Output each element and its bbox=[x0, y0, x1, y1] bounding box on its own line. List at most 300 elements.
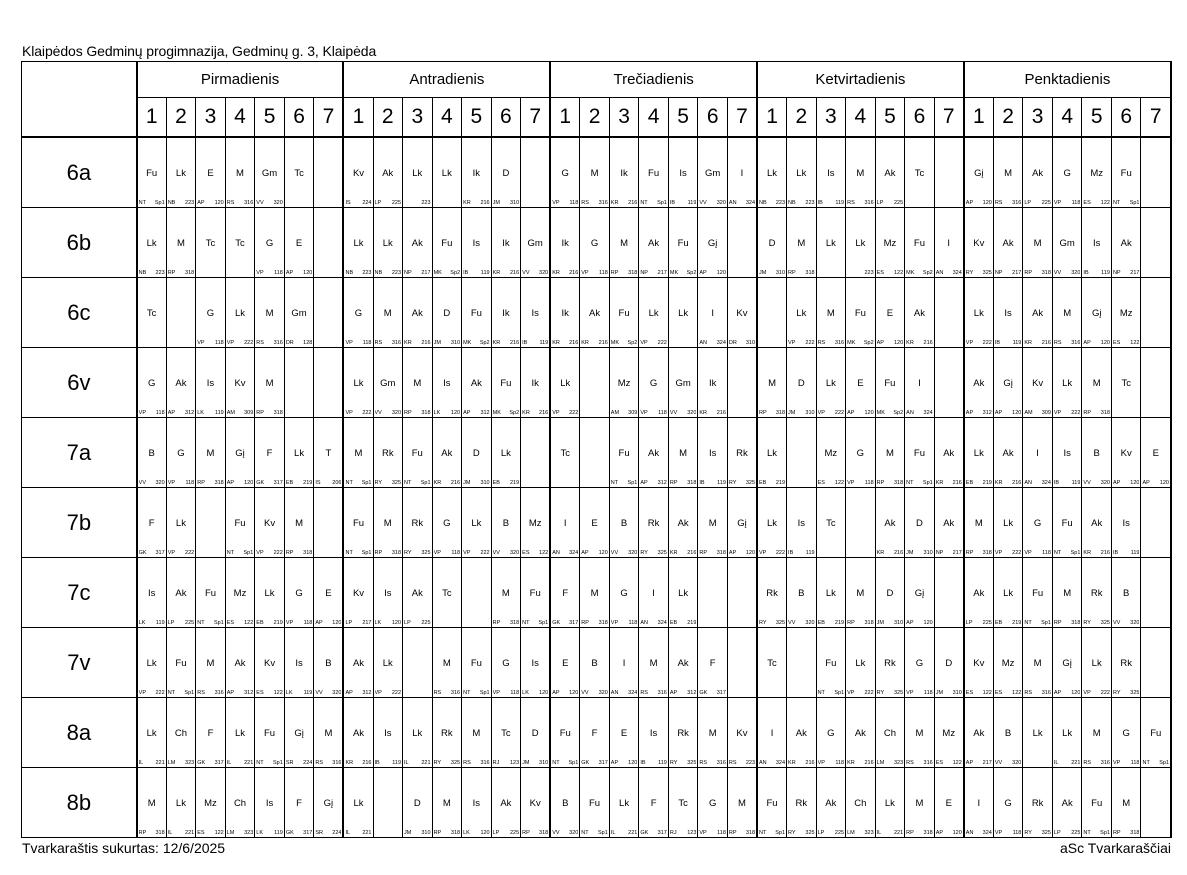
lesson-cell[interactable] bbox=[403, 348, 433, 418]
lesson-cell[interactable] bbox=[255, 418, 285, 488]
lesson-cell[interactable] bbox=[639, 698, 669, 768]
lesson-cell[interactable] bbox=[757, 488, 787, 558]
lesson-cell[interactable] bbox=[964, 488, 994, 558]
lesson-cell[interactable] bbox=[373, 418, 403, 488]
lesson-cell[interactable] bbox=[166, 278, 196, 348]
lesson-cell[interactable] bbox=[1141, 558, 1171, 628]
lesson-cell[interactable] bbox=[343, 418, 373, 488]
lesson-cell[interactable] bbox=[550, 698, 580, 768]
lesson-cell[interactable] bbox=[166, 628, 196, 698]
lesson-cell[interactable] bbox=[757, 628, 787, 698]
lesson-cell[interactable] bbox=[196, 418, 226, 488]
lesson-cell[interactable] bbox=[1111, 628, 1141, 698]
lesson-cell[interactable] bbox=[137, 418, 167, 488]
lesson-cell[interactable] bbox=[166, 208, 196, 278]
lesson-cell[interactable] bbox=[314, 418, 344, 488]
lesson-cell[interactable] bbox=[1111, 488, 1141, 558]
lesson-cell[interactable] bbox=[905, 698, 935, 768]
lesson-cell[interactable] bbox=[787, 558, 817, 628]
lesson-cell[interactable] bbox=[343, 768, 373, 838]
lesson-cell[interactable] bbox=[1082, 348, 1112, 418]
lesson-cell[interactable] bbox=[875, 278, 905, 348]
lesson-cell[interactable] bbox=[609, 137, 639, 208]
lesson-cell[interactable] bbox=[639, 208, 669, 278]
lesson-cell[interactable] bbox=[934, 418, 964, 488]
lesson-cell[interactable] bbox=[225, 278, 255, 348]
lesson-cell[interactable] bbox=[668, 208, 698, 278]
lesson-cell[interactable] bbox=[166, 558, 196, 628]
lesson-cell[interactable] bbox=[905, 137, 935, 208]
lesson-cell[interactable] bbox=[727, 698, 757, 768]
lesson-cell[interactable] bbox=[432, 488, 462, 558]
lesson-cell[interactable] bbox=[934, 698, 964, 768]
lesson-cell[interactable] bbox=[905, 348, 935, 418]
lesson-cell[interactable] bbox=[373, 137, 403, 208]
lesson-cell[interactable] bbox=[1052, 278, 1082, 348]
lesson-cell[interactable] bbox=[757, 137, 787, 208]
lesson-cell[interactable] bbox=[1111, 208, 1141, 278]
lesson-cell[interactable] bbox=[1082, 558, 1112, 628]
lesson-cell[interactable] bbox=[993, 137, 1023, 208]
lesson-cell[interactable] bbox=[432, 418, 462, 488]
lesson-cell[interactable] bbox=[403, 208, 433, 278]
lesson-cell[interactable] bbox=[816, 278, 846, 348]
lesson-cell[interactable] bbox=[462, 278, 492, 348]
lesson-cell[interactable] bbox=[846, 278, 876, 348]
lesson-cell[interactable] bbox=[491, 558, 521, 628]
lesson-cell[interactable] bbox=[875, 208, 905, 278]
lesson-cell[interactable] bbox=[403, 278, 433, 348]
lesson-cell[interactable] bbox=[343, 208, 373, 278]
lesson-cell[interactable] bbox=[668, 137, 698, 208]
lesson-cell[interactable] bbox=[403, 558, 433, 628]
lesson-cell[interactable] bbox=[1023, 137, 1053, 208]
lesson-cell[interactable] bbox=[550, 418, 580, 488]
lesson-cell[interactable] bbox=[491, 278, 521, 348]
lesson-cell[interactable] bbox=[343, 628, 373, 698]
lesson-cell[interactable] bbox=[521, 558, 551, 628]
lesson-cell[interactable] bbox=[550, 208, 580, 278]
lesson-cell[interactable] bbox=[255, 278, 285, 348]
lesson-cell[interactable] bbox=[964, 558, 994, 628]
lesson-cell[interactable] bbox=[1023, 698, 1053, 768]
lesson-cell[interactable] bbox=[343, 698, 373, 768]
lesson-cell[interactable] bbox=[905, 768, 935, 838]
lesson-cell[interactable] bbox=[255, 137, 285, 208]
lesson-cell[interactable] bbox=[166, 488, 196, 558]
lesson-cell[interactable] bbox=[757, 418, 787, 488]
lesson-cell[interactable] bbox=[757, 768, 787, 838]
lesson-cell[interactable] bbox=[225, 488, 255, 558]
lesson-cell[interactable] bbox=[905, 278, 935, 348]
lesson-cell[interactable] bbox=[698, 558, 728, 628]
lesson-cell[interactable] bbox=[255, 488, 285, 558]
lesson-cell[interactable] bbox=[698, 278, 728, 348]
lesson-cell[interactable] bbox=[225, 348, 255, 418]
lesson-cell[interactable] bbox=[727, 278, 757, 348]
lesson-cell[interactable] bbox=[668, 488, 698, 558]
lesson-cell[interactable] bbox=[314, 208, 344, 278]
lesson-cell[interactable] bbox=[491, 628, 521, 698]
lesson-cell[interactable] bbox=[727, 208, 757, 278]
lesson-cell[interactable] bbox=[698, 418, 728, 488]
lesson-cell[interactable] bbox=[1052, 768, 1082, 838]
lesson-cell[interactable] bbox=[255, 628, 285, 698]
lesson-cell[interactable] bbox=[137, 558, 167, 628]
lesson-cell[interactable] bbox=[1082, 698, 1112, 768]
lesson-cell[interactable] bbox=[255, 558, 285, 628]
lesson-cell[interactable] bbox=[846, 768, 876, 838]
lesson-cell[interactable] bbox=[403, 418, 433, 488]
lesson-cell[interactable] bbox=[639, 137, 669, 208]
lesson-cell[interactable] bbox=[373, 698, 403, 768]
lesson-cell[interactable] bbox=[284, 698, 314, 768]
lesson-cell[interactable] bbox=[698, 768, 728, 838]
lesson-cell[interactable] bbox=[875, 137, 905, 208]
lesson-cell[interactable] bbox=[343, 558, 373, 628]
lesson-cell[interactable] bbox=[639, 628, 669, 698]
lesson-cell[interactable] bbox=[403, 137, 433, 208]
lesson-cell[interactable] bbox=[875, 418, 905, 488]
lesson-cell[interactable] bbox=[816, 558, 846, 628]
lesson-cell[interactable] bbox=[225, 698, 255, 768]
lesson-cell[interactable] bbox=[993, 278, 1023, 348]
lesson-cell[interactable] bbox=[373, 348, 403, 418]
lesson-cell[interactable] bbox=[905, 418, 935, 488]
lesson-cell[interactable] bbox=[609, 278, 639, 348]
lesson-cell[interactable] bbox=[727, 558, 757, 628]
lesson-cell[interactable] bbox=[609, 698, 639, 768]
lesson-cell[interactable] bbox=[462, 418, 492, 488]
lesson-cell[interactable] bbox=[1052, 698, 1082, 768]
lesson-cell[interactable] bbox=[432, 698, 462, 768]
lesson-cell[interactable] bbox=[255, 768, 285, 838]
lesson-cell[interactable] bbox=[993, 208, 1023, 278]
lesson-cell[interactable] bbox=[550, 348, 580, 418]
lesson-cell[interactable] bbox=[1141, 768, 1171, 838]
lesson-cell[interactable] bbox=[314, 628, 344, 698]
lesson-cell[interactable] bbox=[462, 628, 492, 698]
lesson-cell[interactable] bbox=[137, 768, 167, 838]
lesson-cell[interactable] bbox=[580, 278, 610, 348]
lesson-cell[interactable] bbox=[580, 698, 610, 768]
lesson-cell[interactable] bbox=[639, 488, 669, 558]
lesson-cell[interactable] bbox=[225, 208, 255, 278]
lesson-cell[interactable] bbox=[521, 137, 551, 208]
lesson-cell[interactable] bbox=[462, 348, 492, 418]
lesson-cell[interactable] bbox=[137, 698, 167, 768]
lesson-cell[interactable] bbox=[964, 137, 994, 208]
lesson-cell[interactable] bbox=[1023, 628, 1053, 698]
lesson-cell[interactable] bbox=[1082, 208, 1112, 278]
lesson-cell[interactable] bbox=[550, 137, 580, 208]
lesson-cell[interactable] bbox=[846, 137, 876, 208]
lesson-cell[interactable] bbox=[580, 418, 610, 488]
lesson-cell[interactable] bbox=[196, 698, 226, 768]
lesson-cell[interactable] bbox=[343, 278, 373, 348]
lesson-cell[interactable] bbox=[1082, 768, 1112, 838]
lesson-cell[interactable] bbox=[846, 348, 876, 418]
lesson-cell[interactable] bbox=[993, 418, 1023, 488]
lesson-cell[interactable] bbox=[491, 418, 521, 488]
lesson-cell[interactable] bbox=[787, 418, 817, 488]
lesson-cell[interactable] bbox=[1141, 208, 1171, 278]
lesson-cell[interactable] bbox=[521, 698, 551, 768]
lesson-cell[interactable] bbox=[875, 348, 905, 418]
lesson-cell[interactable] bbox=[905, 628, 935, 698]
lesson-cell[interactable] bbox=[284, 628, 314, 698]
lesson-cell[interactable] bbox=[964, 628, 994, 698]
lesson-cell[interactable] bbox=[403, 698, 433, 768]
lesson-cell[interactable] bbox=[698, 348, 728, 418]
lesson-cell[interactable] bbox=[727, 348, 757, 418]
lesson-cell[interactable] bbox=[846, 488, 876, 558]
lesson-cell[interactable] bbox=[462, 137, 492, 208]
lesson-cell[interactable] bbox=[816, 698, 846, 768]
lesson-cell[interactable] bbox=[462, 698, 492, 768]
lesson-cell[interactable] bbox=[1052, 348, 1082, 418]
lesson-cell[interactable] bbox=[934, 137, 964, 208]
lesson-cell[interactable] bbox=[166, 348, 196, 418]
lesson-cell[interactable] bbox=[757, 208, 787, 278]
lesson-cell[interactable] bbox=[225, 418, 255, 488]
lesson-cell[interactable] bbox=[934, 768, 964, 838]
lesson-cell[interactable] bbox=[314, 558, 344, 628]
lesson-cell[interactable] bbox=[137, 348, 167, 418]
lesson-cell[interactable] bbox=[698, 628, 728, 698]
lesson-cell[interactable] bbox=[934, 628, 964, 698]
lesson-cell[interactable] bbox=[314, 698, 344, 768]
lesson-cell[interactable] bbox=[816, 208, 846, 278]
lesson-cell[interactable] bbox=[609, 558, 639, 628]
lesson-cell[interactable] bbox=[462, 488, 492, 558]
lesson-cell[interactable] bbox=[1141, 628, 1171, 698]
lesson-cell[interactable] bbox=[905, 558, 935, 628]
lesson-cell[interactable] bbox=[787, 137, 817, 208]
lesson-cell[interactable] bbox=[462, 558, 492, 628]
lesson-cell[interactable] bbox=[1023, 278, 1053, 348]
lesson-cell[interactable] bbox=[1023, 348, 1053, 418]
lesson-cell[interactable] bbox=[1141, 278, 1171, 348]
lesson-cell[interactable] bbox=[314, 278, 344, 348]
lesson-cell[interactable] bbox=[668, 768, 698, 838]
lesson-cell[interactable] bbox=[580, 558, 610, 628]
lesson-cell[interactable] bbox=[668, 698, 698, 768]
lesson-cell[interactable] bbox=[196, 488, 226, 558]
lesson-cell[interactable] bbox=[639, 768, 669, 838]
lesson-cell[interactable] bbox=[964, 208, 994, 278]
lesson-cell[interactable] bbox=[816, 768, 846, 838]
lesson-cell[interactable] bbox=[609, 208, 639, 278]
lesson-cell[interactable] bbox=[137, 208, 167, 278]
lesson-cell[interactable] bbox=[668, 348, 698, 418]
lesson-cell[interactable] bbox=[1023, 208, 1053, 278]
lesson-cell[interactable] bbox=[284, 768, 314, 838]
lesson-cell[interactable] bbox=[491, 208, 521, 278]
lesson-cell[interactable] bbox=[1052, 628, 1082, 698]
lesson-cell[interactable] bbox=[1111, 278, 1141, 348]
lesson-cell[interactable] bbox=[343, 348, 373, 418]
lesson-cell[interactable] bbox=[1111, 768, 1141, 838]
lesson-cell[interactable] bbox=[166, 698, 196, 768]
lesson-cell[interactable] bbox=[373, 488, 403, 558]
lesson-cell[interactable] bbox=[1052, 137, 1082, 208]
lesson-cell[interactable] bbox=[225, 768, 255, 838]
lesson-cell[interactable] bbox=[284, 278, 314, 348]
lesson-cell[interactable] bbox=[727, 628, 757, 698]
lesson-cell[interactable] bbox=[491, 137, 521, 208]
lesson-cell[interactable] bbox=[787, 208, 817, 278]
lesson-cell[interactable] bbox=[1141, 348, 1171, 418]
lesson-cell[interactable] bbox=[314, 348, 344, 418]
lesson-cell[interactable] bbox=[964, 278, 994, 348]
lesson-cell[interactable] bbox=[491, 348, 521, 418]
lesson-cell[interactable] bbox=[166, 768, 196, 838]
lesson-cell[interactable] bbox=[875, 558, 905, 628]
lesson-cell[interactable] bbox=[196, 558, 226, 628]
lesson-cell[interactable] bbox=[609, 488, 639, 558]
lesson-cell[interactable] bbox=[462, 768, 492, 838]
lesson-cell[interactable] bbox=[1111, 137, 1141, 208]
lesson-cell[interactable] bbox=[1111, 558, 1141, 628]
lesson-cell[interactable] bbox=[1141, 137, 1171, 208]
lesson-cell[interactable] bbox=[580, 768, 610, 838]
lesson-cell[interactable] bbox=[166, 137, 196, 208]
lesson-cell[interactable] bbox=[432, 278, 462, 348]
lesson-cell[interactable] bbox=[491, 698, 521, 768]
lesson-cell[interactable] bbox=[1111, 418, 1141, 488]
lesson-cell[interactable] bbox=[905, 488, 935, 558]
lesson-cell[interactable] bbox=[373, 278, 403, 348]
lesson-cell[interactable] bbox=[373, 628, 403, 698]
lesson-cell[interactable] bbox=[284, 208, 314, 278]
lesson-cell[interactable] bbox=[580, 137, 610, 208]
lesson-cell[interactable] bbox=[225, 558, 255, 628]
lesson-cell[interactable] bbox=[727, 418, 757, 488]
lesson-cell[interactable] bbox=[993, 558, 1023, 628]
lesson-cell[interactable] bbox=[639, 558, 669, 628]
lesson-cell[interactable] bbox=[521, 418, 551, 488]
lesson-cell[interactable] bbox=[668, 628, 698, 698]
lesson-cell[interactable] bbox=[521, 208, 551, 278]
lesson-cell[interactable] bbox=[1023, 418, 1053, 488]
lesson-cell[interactable] bbox=[373, 208, 403, 278]
lesson-cell[interactable] bbox=[580, 348, 610, 418]
lesson-cell[interactable] bbox=[787, 698, 817, 768]
lesson-cell[interactable] bbox=[787, 488, 817, 558]
lesson-cell[interactable] bbox=[225, 628, 255, 698]
lesson-cell[interactable] bbox=[314, 768, 344, 838]
lesson-cell[interactable] bbox=[757, 348, 787, 418]
lesson-cell[interactable] bbox=[964, 768, 994, 838]
lesson-cell[interactable] bbox=[550, 558, 580, 628]
lesson-cell[interactable] bbox=[993, 348, 1023, 418]
lesson-cell[interactable] bbox=[580, 628, 610, 698]
lesson-cell[interactable] bbox=[993, 698, 1023, 768]
lesson-cell[interactable] bbox=[521, 348, 551, 418]
lesson-cell[interactable] bbox=[462, 208, 492, 278]
lesson-cell[interactable] bbox=[816, 628, 846, 698]
lesson-cell[interactable] bbox=[964, 418, 994, 488]
lesson-cell[interactable] bbox=[432, 208, 462, 278]
lesson-cell[interactable] bbox=[727, 768, 757, 838]
lesson-cell[interactable] bbox=[225, 137, 255, 208]
lesson-cell[interactable] bbox=[1082, 278, 1112, 348]
lesson-cell[interactable] bbox=[668, 278, 698, 348]
lesson-cell[interactable] bbox=[639, 348, 669, 418]
lesson-cell[interactable] bbox=[846, 208, 876, 278]
lesson-cell[interactable] bbox=[846, 418, 876, 488]
lesson-cell[interactable] bbox=[137, 628, 167, 698]
lesson-cell[interactable] bbox=[521, 768, 551, 838]
lesson-cell[interactable] bbox=[343, 137, 373, 208]
lesson-cell[interactable] bbox=[757, 278, 787, 348]
lesson-cell[interactable] bbox=[432, 768, 462, 838]
lesson-cell[interactable] bbox=[196, 768, 226, 838]
lesson-cell[interactable] bbox=[787, 278, 817, 348]
lesson-cell[interactable] bbox=[934, 348, 964, 418]
lesson-cell[interactable] bbox=[1141, 418, 1171, 488]
lesson-cell[interactable] bbox=[403, 488, 433, 558]
lesson-cell[interactable] bbox=[757, 558, 787, 628]
lesson-cell[interactable] bbox=[196, 628, 226, 698]
lesson-cell[interactable] bbox=[727, 488, 757, 558]
lesson-cell[interactable] bbox=[964, 348, 994, 418]
lesson-cell[interactable] bbox=[491, 488, 521, 558]
lesson-cell[interactable] bbox=[137, 137, 167, 208]
lesson-cell[interactable] bbox=[934, 558, 964, 628]
lesson-cell[interactable] bbox=[1052, 558, 1082, 628]
lesson-cell[interactable] bbox=[521, 488, 551, 558]
lesson-cell[interactable] bbox=[1111, 698, 1141, 768]
lesson-cell[interactable] bbox=[609, 628, 639, 698]
lesson-cell[interactable] bbox=[1052, 418, 1082, 488]
lesson-cell[interactable] bbox=[491, 768, 521, 838]
lesson-cell[interactable] bbox=[580, 208, 610, 278]
lesson-cell[interactable] bbox=[284, 137, 314, 208]
lesson-cell[interactable] bbox=[314, 488, 344, 558]
lesson-cell[interactable] bbox=[1141, 698, 1171, 768]
lesson-cell[interactable] bbox=[846, 628, 876, 698]
lesson-cell[interactable] bbox=[432, 558, 462, 628]
lesson-cell[interactable] bbox=[284, 348, 314, 418]
lesson-cell[interactable] bbox=[875, 488, 905, 558]
lesson-cell[interactable] bbox=[934, 488, 964, 558]
lesson-cell[interactable] bbox=[609, 418, 639, 488]
lesson-cell[interactable] bbox=[787, 348, 817, 418]
lesson-cell[interactable] bbox=[993, 768, 1023, 838]
lesson-cell[interactable] bbox=[1141, 488, 1171, 558]
lesson-cell[interactable] bbox=[816, 418, 846, 488]
lesson-cell[interactable] bbox=[255, 208, 285, 278]
lesson-cell[interactable] bbox=[757, 698, 787, 768]
lesson-cell[interactable] bbox=[343, 488, 373, 558]
lesson-cell[interactable] bbox=[609, 348, 639, 418]
lesson-cell[interactable] bbox=[875, 628, 905, 698]
lesson-cell[interactable] bbox=[1082, 488, 1112, 558]
lesson-cell[interactable] bbox=[727, 137, 757, 208]
lesson-cell[interactable] bbox=[432, 137, 462, 208]
lesson-cell[interactable] bbox=[284, 488, 314, 558]
lesson-cell[interactable] bbox=[934, 208, 964, 278]
lesson-cell[interactable] bbox=[668, 418, 698, 488]
lesson-cell[interactable] bbox=[550, 768, 580, 838]
lesson-cell[interactable] bbox=[787, 768, 817, 838]
lesson-cell[interactable] bbox=[934, 278, 964, 348]
lesson-cell[interactable] bbox=[403, 768, 433, 838]
lesson-cell[interactable] bbox=[373, 768, 403, 838]
lesson-cell[interactable] bbox=[964, 698, 994, 768]
